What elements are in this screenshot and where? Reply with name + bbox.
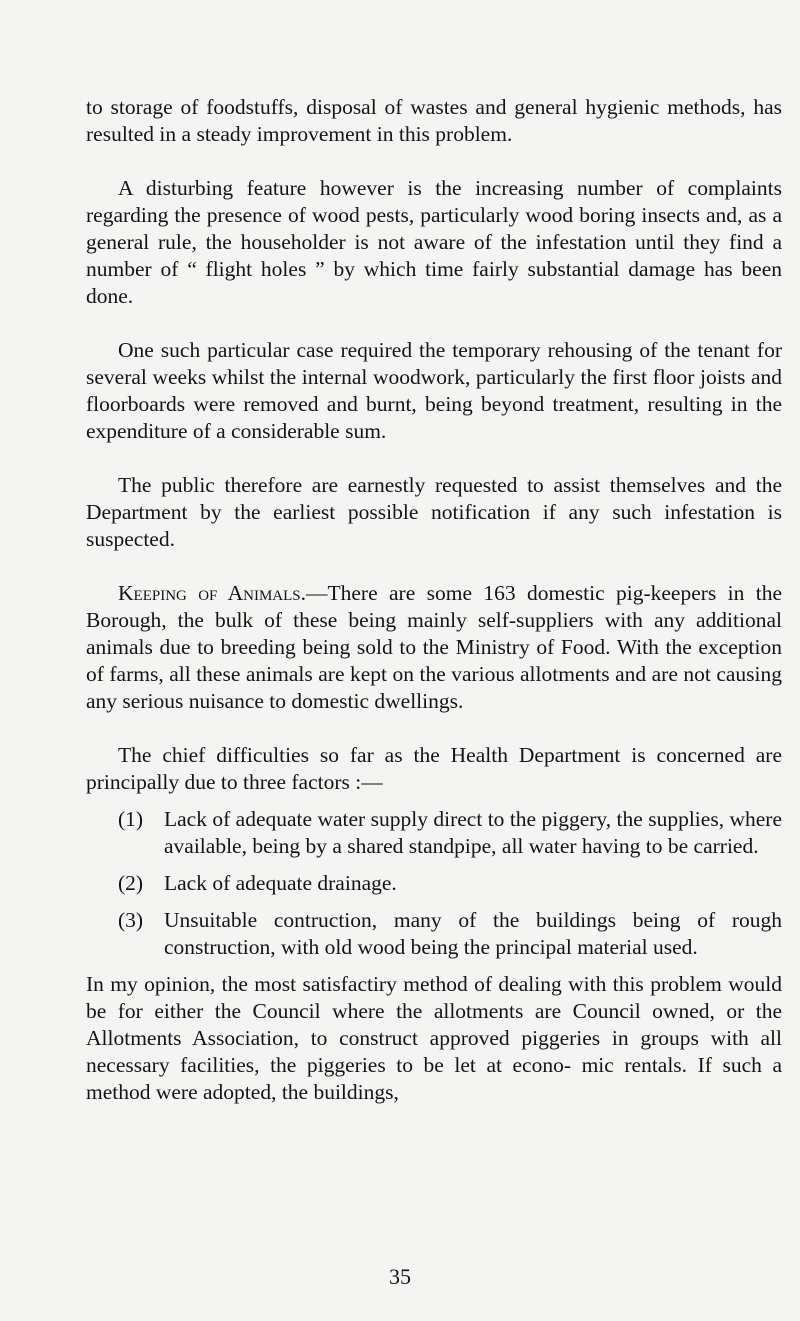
paragraph-opinion: In my opinion, the most satisfactiry method of dealing with this problem would be for either the Council where the allotments are Council owned, or the Allotments Association, to construct approved piggeries in groups with all necessary facilities, the piggeries to be let at econo- mic rentals. If such a method were adopted, the buildings, xyxy=(86,972,782,1104)
list-item-number: (3) xyxy=(118,908,144,932)
list-item-number: (2) xyxy=(118,871,144,895)
list-item xyxy=(118,870,782,897)
factors-list xyxy=(86,806,782,961)
paragraph-keeping-animals xyxy=(86,580,782,715)
paragraph-continuation: to storage of foodstuffs, disposal of wastes and general hygienic methods, has resulted in a steady improvement in this problem. xyxy=(86,95,782,146)
list-item-text: Lack of adequate drainage. xyxy=(164,871,397,895)
page-number: 35 xyxy=(389,1264,411,1289)
section-heading-keeping-animals: Keeping of Animals. xyxy=(118,581,306,605)
paragraph-wood-pests: A disturbing feature however is the increasing number of complaints regarding the presence of wood pests, particularly wood boring insects and, as a general rule, the householder is not aware of the infestation until they find a number of “ flight holes ” by which time fairly substantial damage has been done. xyxy=(86,176,782,308)
keeping-animals-text: —There are some 163 domestic pig-keepers in the Borough, the bulk of these being mainly self-suppliers with any additional animals due to breeding being sold to the Ministry of Food. With the exception of farms, all these animals are kept on the various allotments and are not causing any serious nuisance to domestic dwellings. xyxy=(86,581,783,713)
list-item-text: Lack of adequate water supply direct to the piggery, the supplies, where available, being by a shared standpipe, all water having to be carried. xyxy=(164,807,782,858)
paragraph-factors-intro: The chief difficulties so far as the Health Department is concerned are principally due to three factors :— xyxy=(86,743,782,794)
body-text xyxy=(86,94,782,1133)
list-item-text: Unsuitable contruction, many of the buildings being of rough construction, with old wood being the principal material used. xyxy=(164,908,782,959)
list-item xyxy=(118,907,782,961)
list-item xyxy=(118,806,782,860)
paragraph-rehousing-case: One such particular case required the temporary rehousing of the tenant for several weeks whilst the internal woodwork, particularly the first floor joists and floorboards were removed and burnt, being beyond treatment, resulting in the expenditure of a considerable sum. xyxy=(86,338,782,443)
paragraph-public-request: The public therefore are earnestly requested to assist themselves and the Department by the earliest possible notification if any such infestation is suspected. xyxy=(86,473,782,551)
list-item-number: (1) xyxy=(118,807,144,831)
